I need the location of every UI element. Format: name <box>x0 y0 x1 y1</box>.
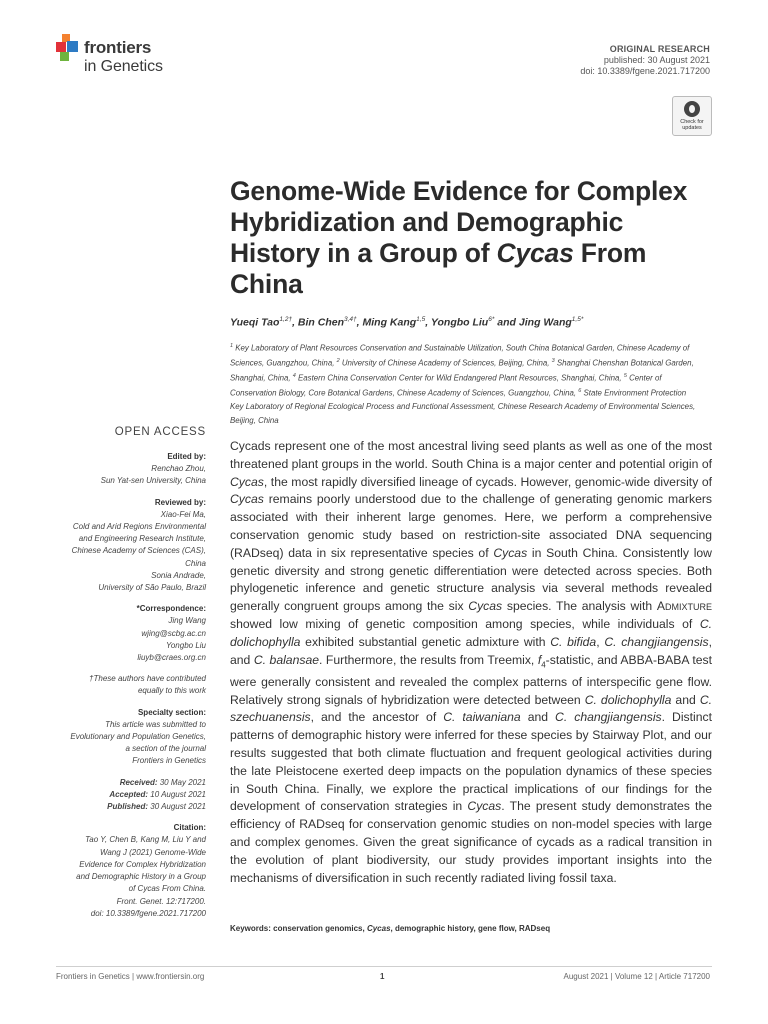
abstract-run: , <box>596 634 605 649</box>
affiliation-number: 4 <box>292 373 296 380</box>
correspondence-info: Yongbo Liu <box>165 640 206 650</box>
abstract-run: and <box>671 692 700 707</box>
citation-line: of Cycas From China. <box>128 884 206 894</box>
abstract-run: Cycas <box>230 492 264 507</box>
edited-by-block <box>40 451 206 488</box>
abstract-run: -statistic, and ABBA-BABA test were generally consistent and revealed the complex patterns of interspecific gene flow. Relatively strong signals of hybridization were detected between <box>230 652 712 707</box>
affiliation-number: 6 <box>578 388 582 395</box>
abstract-run: . Furthermore, the results from Treemix, <box>319 652 538 667</box>
abstract-run: C. bifida <box>550 634 597 649</box>
author-affiliation-marker: 6* <box>488 316 495 323</box>
accepted-label: Accepted: <box>109 789 149 799</box>
affiliations <box>230 340 700 427</box>
author-name[interactable]: Jing Wang <box>518 316 572 329</box>
correspondence-info <box>40 615 206 664</box>
footer-article-info: August 2021 | Volume 12 | Article 717200 <box>563 972 710 981</box>
reviewer-info: Chinese Academy of Sciences (CAS), <box>71 546 206 556</box>
affiliation-text: Center of Conservation Biology, Core Botanical Gardens, Chinese Academy of Sciences, Guangzhou, China, <box>230 373 662 398</box>
article-type: ORIGINAL RESEARCH <box>609 44 710 54</box>
article-meta-header <box>580 44 710 77</box>
keywords-run: , demographic history, gene flow, RADseq <box>390 924 551 933</box>
reviewer-info: University of São Paulo, Brazil <box>98 583 206 593</box>
abstract-run: in South China. Consistently low genetic diversity and strong genetic differentiation were detected across species. Both phylogenetic inference and genetic structure analysis via several methods revealed generally congruent groups among the six <box>230 545 712 614</box>
citation-line: Wang J (2021) Genome-Wide <box>99 847 206 857</box>
citation-line: Tao Y, Chen B, Kang M, Liu Y and <box>85 835 206 845</box>
author-name[interactable]: Yongbo Liu <box>430 316 489 329</box>
author-name[interactable]: Yueqi Tao <box>230 316 280 329</box>
editor-info <box>40 463 206 487</box>
abstract-run: C. dolichophylla <box>584 692 672 707</box>
keywords-run: Keywords: conservation genomics, <box>230 924 367 933</box>
reviewer-info <box>40 509 206 594</box>
specialty-section-block <box>40 707 206 768</box>
author-separator: , <box>356 316 363 329</box>
affiliation-text: Key Laboratory of Plant Resources Conservation and Sustainable Utilization, South China Botanical Garden, Chinese Academy of Sciences, Guangzhou, China, <box>230 343 690 368</box>
affiliation-number: 1 <box>230 343 234 349</box>
correspondence-info[interactable]: wjing@scbg.ac.cn <box>141 628 206 638</box>
published-label: Published: <box>107 802 149 812</box>
received-date: 30 May 2021 <box>159 777 206 787</box>
check-for-updates-badge[interactable] <box>672 96 712 136</box>
editor-info: Sun Yat-sen University, China <box>100 476 206 486</box>
abstract-run: , the most rapidly diversified lineage of cycads. However, genomic-wide diversity of <box>263 474 712 489</box>
affiliation-text: Eastern China Conservation Center for Wild Endangered Plant Resources, Shanghai, China, <box>295 373 624 383</box>
received-label: Received: <box>119 777 158 787</box>
correspondence-heading: *Correspondence: <box>136 604 206 614</box>
author-separator: and <box>494 316 519 329</box>
abstract-run: , and <box>230 634 712 667</box>
specialty-info: Evolutionary and Population Genetics, <box>70 732 206 742</box>
check-badge-line1: Check for <box>680 119 704 125</box>
abstract-run: . The present study demonstrates the efficiency of RADseq for conservation genomic studies on non-model species with large and complex genomes. Given the great significance of cycads as a radical transition in the evolution of plant biodiversity, our study provides important insights into the mechanisms of diversification in such recently radiated living fossil taxa. <box>230 799 712 885</box>
published-date: published: 30 August 2021 <box>603 55 710 65</box>
reviewer-info: China <box>185 558 206 568</box>
author-separator: , <box>292 316 298 329</box>
citation-line: Front. Genet. 12:717200. <box>116 896 206 906</box>
abstract-run: C. changjiangensis <box>555 710 662 725</box>
specialty-info <box>40 719 206 768</box>
affiliation-number: 2 <box>336 358 340 365</box>
abstract-run: and <box>520 710 556 725</box>
abstract-run: C. taiwaniana <box>443 710 521 725</box>
citation-block <box>40 822 206 920</box>
author-list <box>230 316 710 329</box>
footer-divider <box>56 966 712 967</box>
reviewer-info: Sonia Andrade, <box>151 570 206 580</box>
affiliation-number: 3 <box>551 358 555 365</box>
correspondence-info: Jing Wang <box>168 616 206 626</box>
abstract-run: 4 <box>541 660 546 669</box>
accepted-date: 10 August 2021 <box>150 789 206 799</box>
open-access-label: OPEN ACCESS <box>114 426 206 438</box>
author-name[interactable]: Ming Kang <box>362 316 417 329</box>
edited-by-heading: Edited by: <box>167 452 206 461</box>
abstract-run: . Distinct patterns of demographic history were inferred for these species by Stairway Plot, and our results suggested that both climate fluctuation and frequent geological activities during the late Pleistocene exerted deep impacts on the population dynamics of these species in South China. Finally, we explore the practical implications of our findings for the development of conservation strategies in <box>230 710 712 814</box>
abstract-run: Cycas <box>467 799 502 814</box>
frontiers-logo-icon <box>56 34 82 62</box>
abstract-run: , and the ancestor of <box>310 710 444 725</box>
abstract <box>230 438 712 887</box>
article-title: Genome-Wide Evidence for Complex Hybridization and Demographic History in a Group of Cycas From China <box>230 176 688 299</box>
article-info-sidebar <box>40 451 206 929</box>
equal-contribution-line: equally to this work <box>137 686 206 696</box>
equal-contribution-line <box>40 673 206 697</box>
abstract-run: Cycas <box>230 474 264 489</box>
author-affiliation-marker: 1,2† <box>279 316 293 323</box>
abstract-run: C. dolichophylla <box>230 616 712 649</box>
logo-wordmark-journal: in Genetics <box>84 58 163 75</box>
abstract-run: C. changjiangensis <box>604 634 709 649</box>
abstract-run: species. The analysis with <box>502 599 657 614</box>
abstract-run: C. balansae <box>253 652 320 667</box>
logo-wordmark-frontiers: frontiers <box>84 38 152 57</box>
author-affiliation-marker: 1,5 <box>416 316 426 323</box>
abstract-run: f <box>537 652 542 667</box>
specialty-info: Frontiers in Genetics <box>132 756 206 766</box>
reviewer-info: Cold and Arid Regions Environmental <box>72 522 206 532</box>
specialty-info: This article was submitted to <box>105 719 206 729</box>
footer-journal[interactable]: Frontiers in Genetics | www.frontiersin.org <box>56 972 205 981</box>
author-name[interactable]: Bin Chen <box>297 316 344 329</box>
article-doi[interactable]: doi: 10.3389/fgene.2021.717200 <box>580 66 710 76</box>
journal-logo[interactable] <box>56 34 186 78</box>
keywords-run: Cycas <box>366 924 391 933</box>
reviewed-by-heading: Reviewed by: <box>154 497 206 507</box>
equal-contribution-note <box>40 673 206 697</box>
affiliation-text: State Environment Protection Key Laboratory of Regional Ecological Process and Functional Assessment, Chinese Research Academy of Environmental Sciences, Beijing, China <box>230 388 696 425</box>
check-badge-line2: updates <box>682 125 702 131</box>
author-affiliation-marker: 1,5* <box>571 316 584 323</box>
published-date-sidebar: 30 August 2021 <box>150 802 206 812</box>
keywords <box>230 924 710 933</box>
author-separator: , <box>425 316 431 329</box>
affiliation-text: University of Chinese Academy of Sciences, Beijing, China, <box>339 358 552 368</box>
equal-contribution-line: †These authors have contributed <box>89 674 206 684</box>
check-updates-icon <box>684 101 700 117</box>
citation-line: Evidence for Complex Hybridization <box>79 859 206 869</box>
citation-heading: Citation: <box>173 823 206 833</box>
citation-line <box>40 834 206 919</box>
reviewer-info: Xiao-Fei Ma, <box>160 509 206 519</box>
correspondence-block <box>40 603 206 664</box>
abstract-run: exhibited substantial genetic admixture with <box>300 634 551 649</box>
correspondence-info[interactable]: liuyb@craes.org.cn <box>137 653 206 663</box>
affiliation-number: 5 <box>623 373 627 380</box>
editor-info: Renchao Zhou, <box>151 464 206 474</box>
author-affiliation-marker: 3,4† <box>344 316 357 323</box>
abstract-run: Admixture <box>656 599 712 614</box>
abstract-run: Cycas <box>493 545 528 560</box>
abstract-run: Cycas <box>468 599 503 614</box>
specialty-info: a section of the journal <box>125 744 206 754</box>
dates-block <box>40 777 206 814</box>
reviewer-info: and Engineering Research Institute, <box>78 534 206 544</box>
specialty-heading: Specialty section: <box>137 707 206 717</box>
abstract-run: Cycads represent one of the most ancestral living seed plants as well as one of the most threatened plant groups in the world. South China is a major center and potential origin of <box>230 439 712 471</box>
citation-line: doi: 10.3389/fgene.2021.717200 <box>90 908 206 918</box>
abstract-run: C. szechuanensis <box>230 692 712 725</box>
abstract-run: remains poorly understood due to the challenge of generating genomic markers associated with their inherent large genomes. Here, we perform a comprehensive conservation genomic study based on restriction-site associated DNA sequencing (RADseq) data in six representative species of <box>230 492 712 560</box>
citation-line: and Demographic History in a Group <box>76 872 206 882</box>
page-number: 1 <box>380 972 385 981</box>
affiliation-text: Shanghai Chenshan Botanical Garden, Shanghai, China, <box>230 358 694 383</box>
abstract-run: showed low mixing of genetic composition among species, while individuals of <box>230 616 700 631</box>
reviewed-by-block <box>40 497 206 595</box>
